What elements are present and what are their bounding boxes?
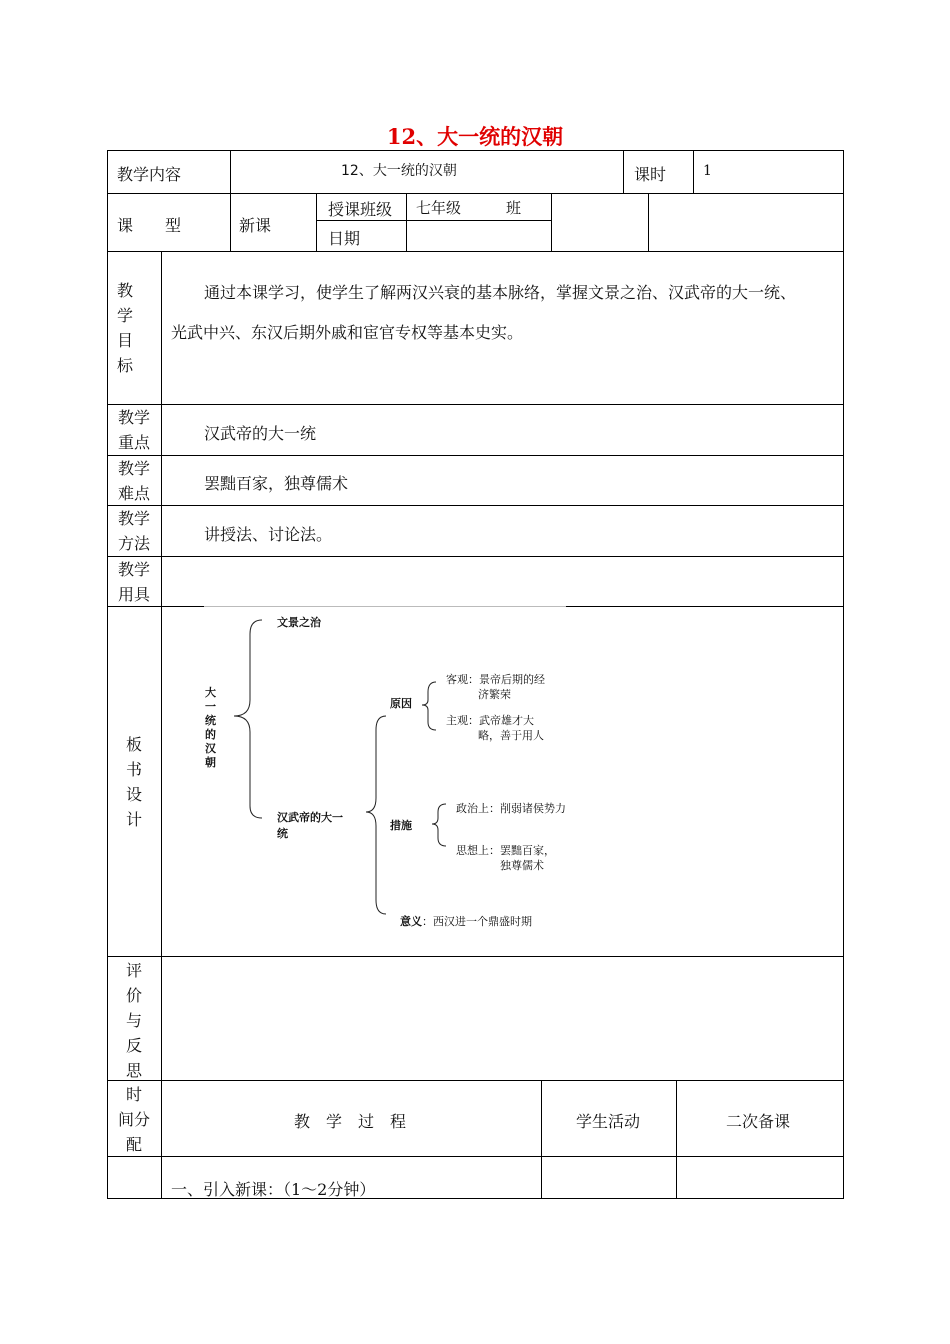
difficulty-label: 教学 难点	[117, 459, 150, 503]
tools-label: 教学 用具	[117, 560, 150, 604]
student-activity-label: 学生活动	[576, 1112, 641, 1131]
class-label: 授课班级	[328, 200, 393, 219]
type-label: 课 型	[117, 216, 182, 235]
page-title: 12、大一统的汉朝	[386, 124, 564, 149]
evaluation-label: 评价与反思	[125, 961, 142, 1080]
board-cause-subjective-2: 略，善于用人	[478, 729, 544, 742]
board-measure-thought-2: 独尊儒术	[500, 859, 544, 872]
class-value: 七年级 班	[416, 199, 522, 217]
process-label: 教 学 过 程	[294, 1112, 407, 1131]
goal-text-1: 通过本课学习，使学生了解两汉兴衰的基本脉络，掌握文景之治、汉武帝的大一统、	[204, 283, 797, 302]
board-branch-wudi-1: 汉武帝的大一	[277, 811, 343, 824]
board-cause-subjective-1: 主观：武帝雄才大	[446, 714, 534, 727]
board-cause-objective-2: 济繁荣	[478, 688, 511, 701]
board-branch-wudi-2: 统	[277, 827, 288, 840]
goal-label: 教学目标	[116, 281, 133, 375]
board-meaning: 意义：西汉进一个鼎盛时期	[400, 915, 532, 928]
board-root: 大一统的汉朝	[205, 686, 216, 769]
hours-label: 课时	[634, 165, 667, 184]
hours-value: 1	[703, 163, 712, 179]
method-label: 教学 方法	[117, 509, 150, 553]
board-cause-objective-1: 客观：景帝后期的经	[446, 673, 545, 686]
board-measure-thought-1: 思想上：罢黜百家，	[456, 844, 555, 857]
board-measure-political: 政治上：削弱诸侯势力	[456, 802, 566, 815]
board-label: 板书设计	[125, 735, 142, 829]
board-cause: 原因	[390, 697, 412, 710]
content-label: 教学内容	[117, 165, 182, 184]
time-allocation-label: 时 间分 配	[117, 1085, 150, 1154]
difficulty-text: 罢黜百家，独尊儒术	[204, 474, 349, 493]
type-value: 新课	[239, 216, 272, 235]
method-text: 讲授法、讨论法。	[204, 525, 333, 544]
board-branch-wenjing: 文景之治	[277, 616, 321, 629]
key-text: 汉武帝的大一统	[204, 424, 317, 443]
process-step-1: 一、引入新课：（1～2分钟）	[171, 1180, 376, 1199]
date-label: 日期	[328, 229, 361, 248]
second-preparation-label: 二次备课	[726, 1112, 791, 1131]
goal-text-2: 光武中兴、东汉后期外戚和宦官专权等基本史实。	[171, 323, 524, 342]
content-value: 12、大一统的汉朝	[341, 163, 457, 179]
key-label: 教学 重点	[117, 408, 150, 452]
board-measure: 措施	[390, 819, 412, 832]
